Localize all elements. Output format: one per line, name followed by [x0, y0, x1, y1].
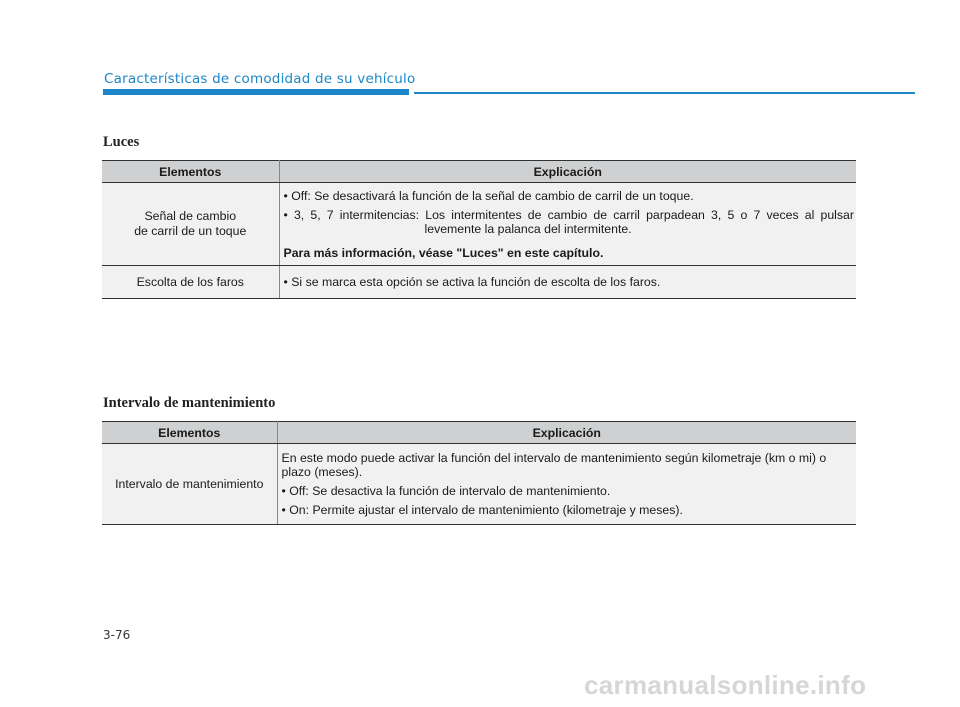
table-header-row [102, 161, 856, 183]
reference-note: Para más información, véase "Luces" en este capítulo. [283, 245, 604, 260]
section-title-intervalo: Intervalo de mantenimiento [103, 395, 276, 411]
intro-text: En este modo puede activar la función del intervalo de mantenimiento según kilometraje (km o mi) o plazo (meses). [281, 451, 827, 479]
bullet-text: • Off: Se desactivará la función de la señal de cambio de carril de un toque. [283, 188, 694, 203]
table-header-row [102, 422, 856, 444]
header-rule [414, 92, 915, 94]
bullet-text: • Si se marca esta opción se activa la función de escolta de los faros. [283, 275, 661, 289]
table-row [102, 444, 856, 525]
table-row [102, 266, 856, 299]
column-header-elementos: Elementos [102, 161, 279, 183]
element-name-line: de carril de un toque [134, 224, 247, 238]
explanation-cell [279, 183, 856, 266]
explanation-cell [277, 444, 856, 525]
page-number: 3-76 [103, 628, 131, 642]
element-cell [102, 444, 277, 525]
bullet-text: • Off: Se desactiva la función de intervalo de mantenimiento. [281, 484, 611, 498]
element-name-line: Escolta de los faros [136, 274, 244, 289]
element-cell [102, 183, 279, 266]
luces-table [102, 160, 856, 299]
column-header-elementos: Elementos [102, 422, 277, 444]
watermark: carmanualsonline.info [584, 670, 867, 700]
bullet-text: • 3, 5, 7 intermitencias: Los intermitentes de cambio de carril parpadean 3, 5 o 7 veces al pulsar levemente la palanca del intermitente. [283, 207, 854, 236]
column-header-explicacion: Explicación [277, 422, 856, 444]
header-accent-bar [103, 89, 409, 95]
element-name-line: Intervalo de mantenimiento [115, 476, 264, 491]
element-name-line: Señal de cambio [144, 209, 237, 223]
column-header-explicacion: Explicación [279, 161, 856, 183]
explanation-cell [279, 266, 856, 299]
mantenimiento-table [102, 421, 856, 525]
chapter-header-title: Características de comodidad de su vehículo [104, 71, 416, 87]
bullet-text: • On: Permite ajustar el intervalo de mantenimiento (kilometraje y meses). [281, 503, 683, 517]
section-title-luces: Luces [103, 134, 140, 150]
element-cell [102, 266, 279, 299]
table-row [102, 183, 856, 266]
